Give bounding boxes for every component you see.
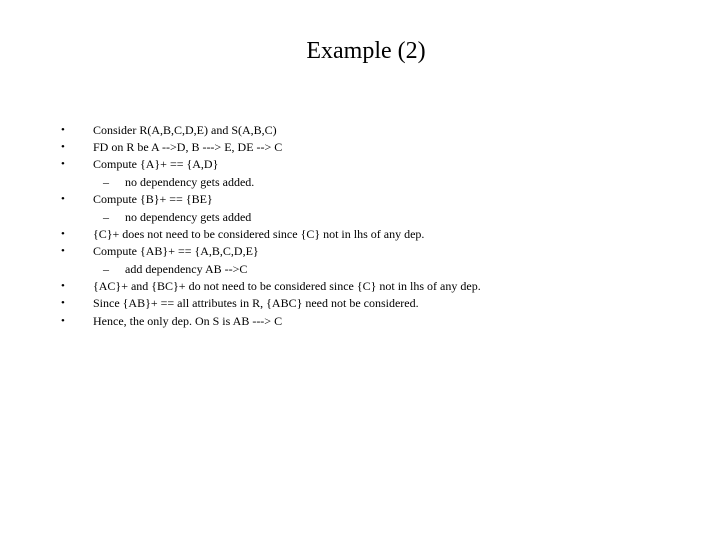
bullet-marker: • [61,193,65,205]
bullet-text: {C}+ does not need to be considered since {C} not in lhs of any dep. [93,227,425,241]
sub-bullet-text: no dependency gets added. [125,175,255,189]
bullet-marker: • [61,124,65,136]
bullet-text: Consider R(A,B,C,D,E) and S(A,B,C) [93,123,277,137]
sub-bullet-text: no dependency gets added [125,210,252,224]
bullet-marker: • [61,280,65,292]
bullet-marker: • [61,297,65,309]
bullet-text: FD on R be A -->D, B ---> E, DE --> C [93,140,283,154]
slide-title: Example (2) [306,38,426,64]
bullet-text: Compute {B}+ == {BE} [93,192,213,206]
bullet-text: Compute {A}+ == {A,D} [93,157,219,171]
bullet-marker: • [61,245,65,257]
bullet-text: Since {AB}+ == all attributes in R, {ABC} need not be considered. [93,296,419,310]
sub-bullet-marker: – [103,262,109,276]
bullet-text: Hence, the only dep. On S is AB ---> C [93,314,283,328]
bullet-text: Compute {AB}+ == {A,B,C,D,E} [93,244,259,258]
sub-bullet-marker: – [103,210,109,224]
bullet-text: {AC}+ and {BC}+ do not need to be considered since {C} not in lhs of any dep. [93,279,481,293]
sub-bullet-marker: – [103,175,109,189]
bullet-marker: • [61,141,65,153]
bullet-marker: • [61,228,65,240]
bullet-marker: • [61,315,65,327]
sub-bullet-text: add dependency AB -->C [125,262,248,276]
bullet-marker: • [61,158,65,170]
